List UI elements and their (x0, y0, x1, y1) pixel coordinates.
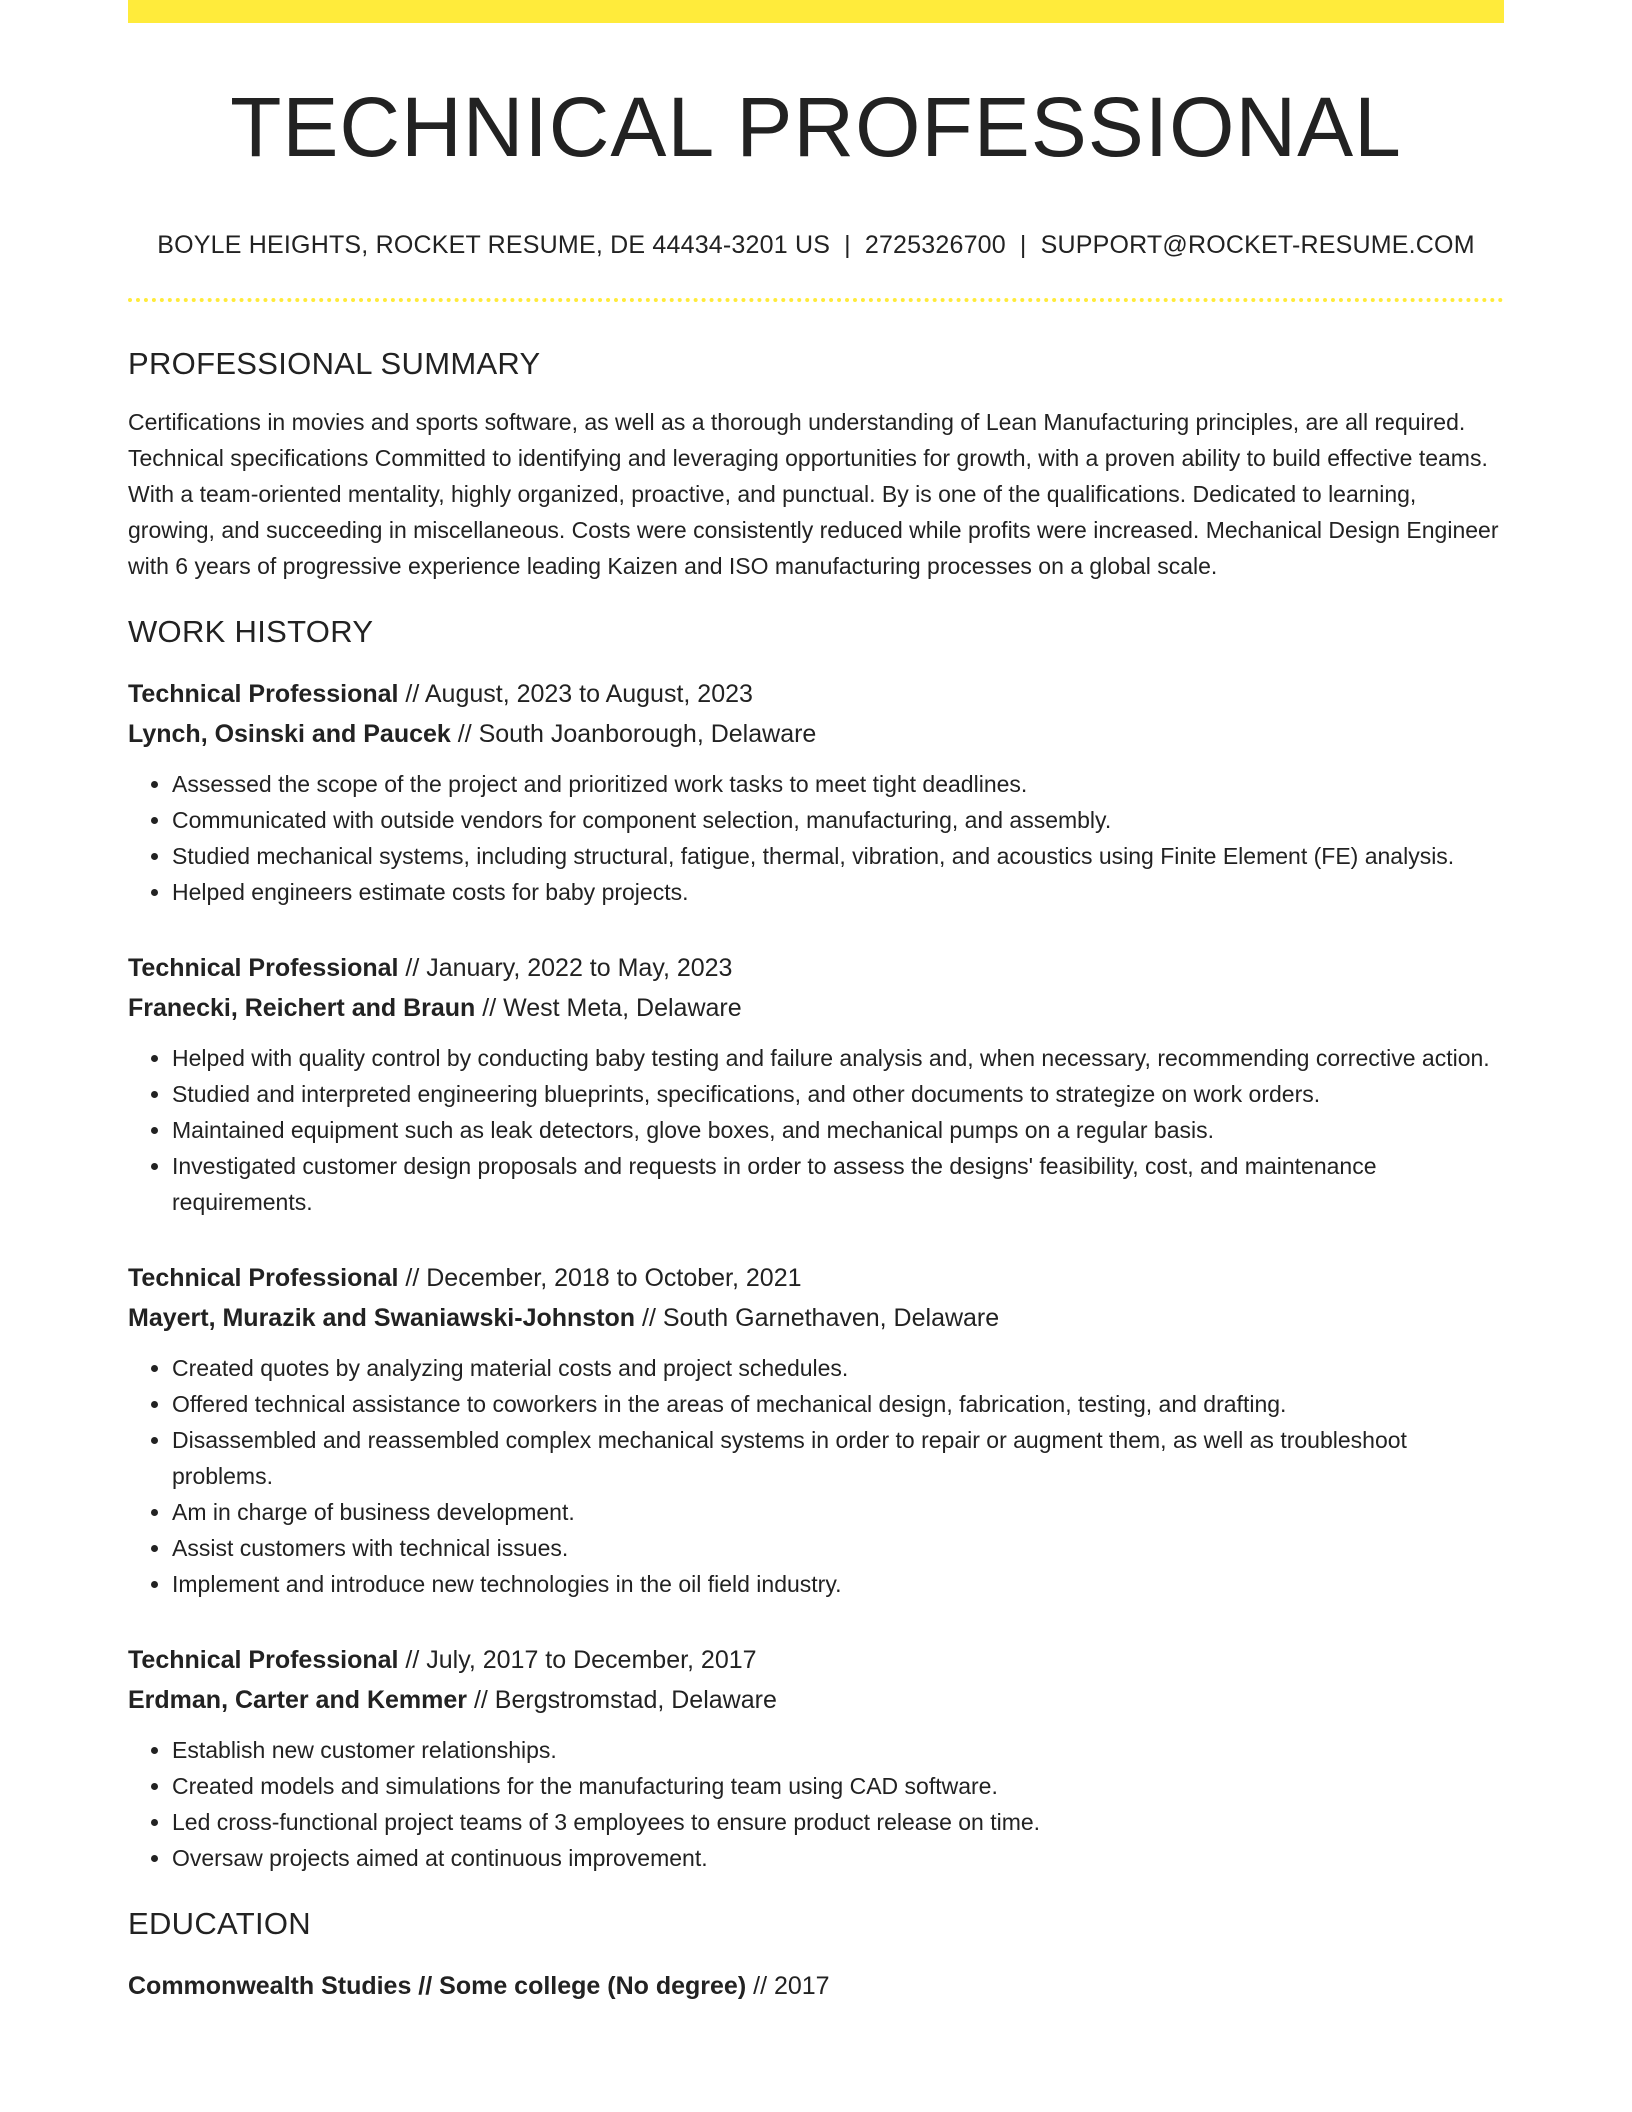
dotted-divider (128, 298, 1504, 302)
contact-address: BOYLE HEIGHTS, ROCKET RESUME, DE 44434-3201 US (157, 231, 831, 260)
job-title: Technical Professional (128, 1264, 399, 1293)
job-location: // South Garnethaven, Delaware (635, 1304, 1000, 1333)
contact-email: SUPPORT@ROCKET-RESUME.COM (1040, 231, 1475, 260)
job-bullet: • Am in charge of business development. (172, 1494, 1504, 1530)
job-bullet-list (128, 766, 1504, 910)
job-bullet-list (128, 1732, 1504, 1876)
work-history-list (128, 674, 1504, 1876)
job-bullet: • Helped engineers estimate costs for baby projects. (172, 874, 1504, 910)
job-bullet: • Led cross-functional project teams of 3 employees to ensure product release on time. (172, 1804, 1504, 1840)
resume-name: TECHNICAL PROFESSIONAL (230, 80, 1402, 174)
job-company-line (128, 988, 1504, 1028)
job-dates: // January, 2022 to May, 2023 (398, 954, 733, 983)
job-dates: // December, 2018 to October, 2021 (398, 1264, 802, 1293)
job-bullet: • Created models and simulations for the manufacturing team using CAD software. (172, 1768, 1504, 1804)
job-bullet: • Oversaw projects aimed at continuous improvement. (172, 1840, 1504, 1876)
job-company: Erdman, Carter and Kemmer (128, 1686, 468, 1715)
job-company: Franecki, Reichert and Braun (128, 994, 476, 1023)
education-entry (128, 1966, 1504, 2006)
job-bullet: • Created quotes by analyzing material costs and project schedules. (172, 1350, 1504, 1386)
job-dates: // July, 2017 to December, 2017 (398, 1646, 757, 1675)
job-title: Technical Professional (128, 954, 399, 983)
job-company: Mayert, Murazik and Swaniawski-Johnston (128, 1304, 636, 1333)
summary-heading: PROFESSIONAL SUMMARY (128, 346, 541, 382)
job-entry (128, 1258, 1504, 1602)
job-title-line (128, 1640, 1504, 1680)
job-bullet-list (128, 1350, 1504, 1602)
accent-top-bar (128, 0, 1504, 23)
job-title-line (128, 948, 1504, 988)
job-bullet: • Maintained equipment such as leak detectors, glove boxes, and mechanical pumps on a regular basis. (172, 1112, 1504, 1148)
contact-separator: | (1019, 231, 1027, 260)
job-location: // South Joanborough, Delaware (450, 720, 817, 749)
education-list (128, 1966, 1504, 2006)
job-bullet: • Assist customers with technical issues. (172, 1530, 1504, 1566)
job-bullet: • Studied mechanical systems, including structural, fatigue, thermal, vibration, and acoustics using Finite Element (FE) analysis. (172, 838, 1504, 874)
job-bullet: • Communicated with outside vendors for component selection, manufacturing, and assembly. (172, 802, 1504, 838)
job-bullet: • Disassembled and reassembled complex mechanical systems in order to repair or augment them, as well as troubleshoot problems. (172, 1422, 1504, 1494)
job-location: // Bergstromstad, Delaware (467, 1686, 777, 1715)
job-dates: // August, 2023 to August, 2023 (398, 680, 753, 709)
job-title: Technical Professional (128, 680, 399, 709)
job-bullet: • Investigated customer design proposals and requests in order to assess the designs' feasibility, cost, and maintenance requirements. (172, 1148, 1504, 1220)
job-bullet: • Implement and introduce new technologies in the oil field industry. (172, 1566, 1504, 1602)
contact-phone: 2725326700 (864, 231, 1006, 260)
education-program: Commonwealth Studies // Some college (No degree) (128, 1972, 747, 2001)
job-entry (128, 674, 1504, 910)
resume-page (128, 0, 1504, 2006)
job-company-line (128, 714, 1504, 754)
job-entry (128, 948, 1504, 1220)
contact-line (128, 231, 1504, 260)
job-bullet: • Assessed the scope of the project and prioritized work tasks to meet tight deadlines. (172, 766, 1504, 802)
job-entry (128, 1640, 1504, 1876)
education-heading: EDUCATION (128, 1906, 311, 1942)
job-company-line (128, 1680, 1504, 1720)
job-bullet-list (128, 1040, 1504, 1220)
job-company-line (128, 1298, 1504, 1338)
job-bullet: • Studied and interpreted engineering blueprints, specifications, and other documents to strategize on work orders. (172, 1076, 1504, 1112)
job-title-line (128, 674, 1504, 714)
job-company: Lynch, Osinski and Paucek (128, 720, 451, 749)
contact-separator: | (844, 231, 851, 260)
summary-text: Certifications in movies and sports software, as well as a thorough understanding of Lean Manufacturing principles, are all required. Technical specifications Committed to identifying and leveraging opportunities for growth, with a proven ability to build effective teams. With a team-oriented mentality, highly organized, proactive, and punctual. By is one of the qualifications. Dedicated to learning, growing, and succeeding in miscellaneous. Costs were consistently reduced while profits were increased. Mechanical Design Engineer with 6 years of progressive experience leading Kaizen and ISO manufacturing processes on a global scale. (128, 409, 1499, 580)
job-location: // West Meta, Delaware (475, 994, 742, 1023)
job-title: Technical Professional (128, 1646, 399, 1675)
job-bullet: • Establish new customer relationships. (172, 1732, 1504, 1768)
job-bullet: • Offered technical assistance to coworkers in the areas of mechanical design, fabrication, testing, and drafting. (172, 1386, 1504, 1422)
job-title-line (128, 1258, 1504, 1298)
work-history-heading: WORK HISTORY (128, 614, 374, 650)
job-bullet: • Helped with quality control by conducting baby testing and failure analysis and, when necessary, recommending corrective action. (172, 1040, 1504, 1076)
education-year: // 2017 (746, 1972, 830, 2001)
